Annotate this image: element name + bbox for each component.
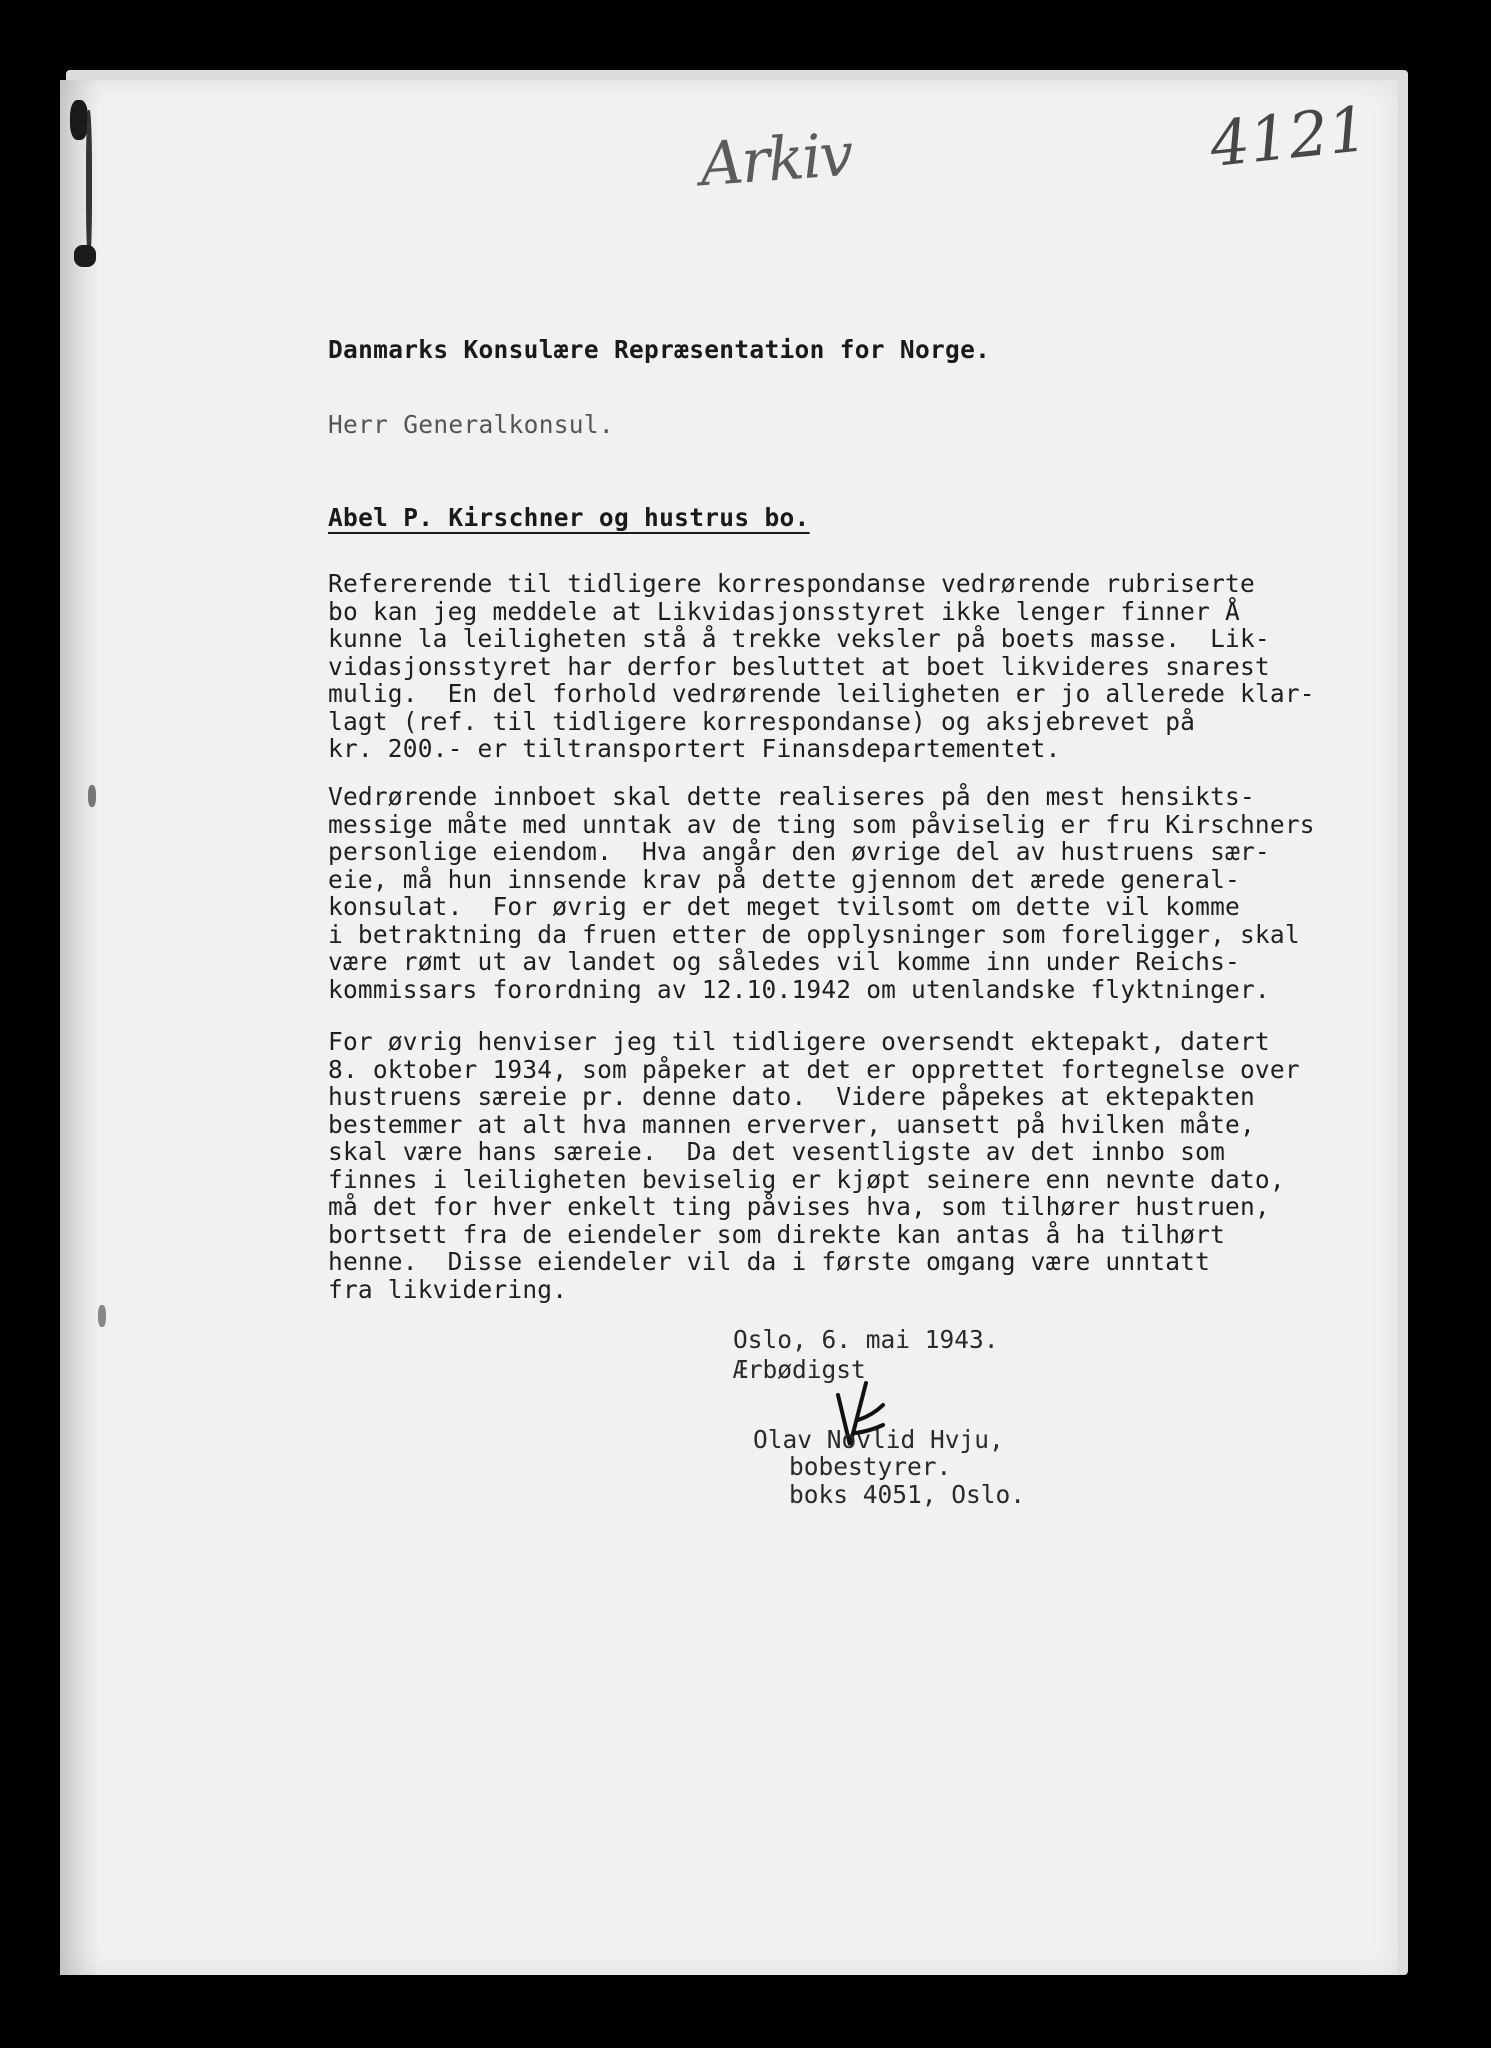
- text-line: kunne la leiligheten stå å trekke veksler på boets masse. Lik-: [328, 624, 1270, 653]
- text-line: mulig. En del forhold vedrørende leiligheten er jo allerede klar-: [328, 679, 1315, 708]
- letter-page: [60, 80, 1398, 1975]
- text-line: 8. oktober 1934, som påpeker at det er opprettet fortegnelse over: [328, 1054, 1300, 1084]
- text-line: messige måte med unntak av de ting som påviselig er fru Kirschners: [328, 809, 1315, 839]
- salutation: Herr Generalkonsul.: [328, 410, 614, 439]
- text-line: kr. 200.- er tiltransportert Finansdepartementet.: [328, 734, 1061, 763]
- punch-hole-mark: [74, 245, 96, 267]
- text-line: personlige eiendom. Hva angår den øvrige del av hustruens sær-: [328, 837, 1270, 866]
- body-paragraph-1: [328, 570, 1315, 763]
- text-line: i betraktning da fruen etter de opplysninger som foreligger, skal: [328, 919, 1300, 949]
- text-line: lagt (ref. til tidligere korrespondanse) og aksjebrevet på: [328, 706, 1196, 736]
- text-line: Refererende til tidligere korrespondanse vedrørende rubriserte: [328, 569, 1255, 598]
- closing-phrase: Ærbødigst: [733, 1355, 866, 1384]
- text-line: være rømt ut av landet og således vil komme inn under Reichs-: [328, 947, 1240, 976]
- handwritten-file-number: 4121: [1206, 91, 1372, 182]
- place-and-date: Oslo, 6. mai 1943.: [733, 1325, 999, 1354]
- text-line: henne. Disse eiendeler vil da i første omgang være unntatt: [328, 1247, 1211, 1276]
- punch-hole-mark: [98, 1305, 106, 1327]
- punch-hole-mark: [70, 100, 88, 140]
- body-paragraph-2: [328, 783, 1315, 1003]
- page-fold-shadow: [60, 80, 100, 1975]
- body-paragraph-3: [328, 1028, 1300, 1303]
- text-line: skal være hans særeie. Da det vesentligste av det innbo som: [328, 1137, 1226, 1166]
- subject-line: Abel P. Kirschner og hustrus bo.: [328, 503, 810, 532]
- punch-hole-mark: [88, 785, 96, 807]
- text-line: må det for hver enkelt ting påvises hva, som tilhører hustruen,: [328, 1192, 1270, 1221]
- recipient-heading: Danmarks Konsulære Repræsentation for Norge.: [328, 335, 991, 364]
- text-line: bortsett fra de eiendeler som direkte kan antas å ha tilhørt: [328, 1219, 1226, 1249]
- text-line: eie, må hun innsende krav på dette gjennom det ærede general-: [328, 864, 1240, 894]
- text-line: finnes i leiligheten beviselig er kjøpt seinere enn nevnte dato,: [328, 1164, 1285, 1194]
- signer-name: Olav Novlid Hvju,: [753, 1425, 1004, 1454]
- text-line: konsulat. For øvrig er det meget tvilsomt om dette vil komme: [328, 892, 1240, 921]
- text-line: Vedrørende innboet skal dette realiseres på den mest hensikts-: [328, 782, 1255, 811]
- text-line: vidasjonsstyret har derfor besluttet at boet likvideres snarest: [328, 651, 1270, 681]
- text-line: hustruens særeie pr. denne dato. Videre påpekes at ektepakten: [328, 1082, 1255, 1111]
- text-line: bestemmer at alt hva mannen erverver, uansett på hvilken måte,: [328, 1109, 1255, 1139]
- text-line: bo kan jeg meddele at Likvidasjonsstyret ikke lenger finner Å: [328, 596, 1240, 626]
- text-line: kommissars forordning av 12.10.1942 om utenlandske flyktninger.: [328, 974, 1270, 1004]
- handwritten-archive-note: Arkiv: [697, 119, 854, 201]
- signer-address: boks 4051, Oslo.: [789, 1480, 1026, 1509]
- signer-title: bobestyrer.: [789, 1452, 952, 1481]
- text-line: For øvrig henviser jeg til tidligere oversendt ektepakt, datert: [328, 1027, 1270, 1056]
- text-line: fra likvidering.: [328, 1274, 568, 1304]
- punch-hole-mark: [86, 110, 92, 260]
